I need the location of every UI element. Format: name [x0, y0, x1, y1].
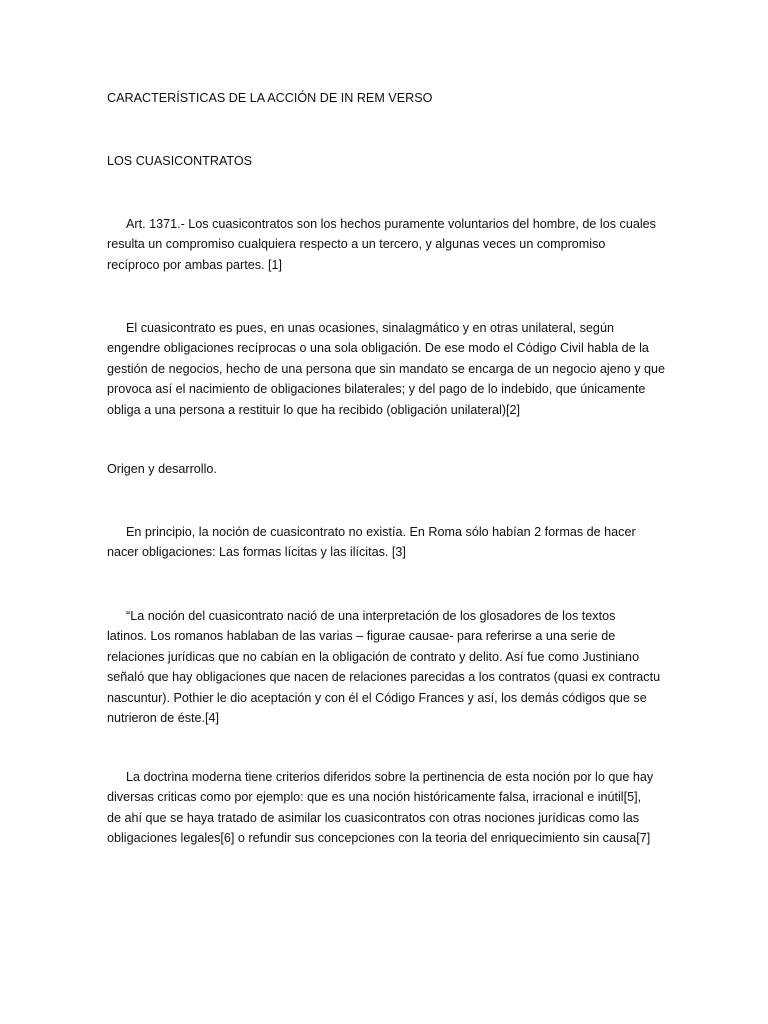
paragraph-line: latinos. Los romanos hablaban de las varias – figurae causae- para referirse a una serie de	[107, 629, 616, 644]
paragraph-line: nutrieron de éste.[4]	[107, 711, 220, 726]
paragraph-line: obligaciones legales[6] o refundir sus concepciones con la teoria del enriquecimiento sin causa[7]	[107, 831, 651, 846]
paragraph-line: Art. 1371.- Los cuasicontratos son los hechos puramente voluntarios del hombre, de los cuales	[126, 217, 656, 231]
paragraph-art-1371	[107, 214, 667, 275]
paragraph-line: obliga a una persona a restituir lo que ha recibido (obligación unilateral)[2]	[107, 402, 521, 417]
paragraph-line: La doctrina moderna tiene criterios diferidos sobre la pertinencia de esta noción por lo que hay	[126, 770, 654, 784]
paragraph-line: de ahí que se haya tratado de asimilar los cuasicontratos con otras nociones jurídicas como las	[107, 810, 640, 825]
paragraph-line: nascuntur). Pothier le dio aceptación y con él el Código Frances y así, los demás códigos que se	[107, 690, 647, 705]
paragraph-quote	[107, 606, 667, 728]
paragraph-line: recíproco por ambas partes. [1]	[107, 257, 282, 272]
paragraph-line: nacer obligaciones: Las formas lícitas y las ilícitas. [3]	[107, 545, 406, 560]
paragraph-line: gestión de negocios, hecho de una persona que sin mandato se encarga de un negocio ajeno y que	[107, 361, 666, 376]
paragraph-line: señaló que hay obligaciones que nacen de relaciones parecidas a los contratos (quasi ex contractu	[107, 670, 661, 685]
paragraph-origen	[107, 522, 667, 563]
paragraph-line: resulta un compromiso cualquiera respecto a un tercero, y algunas veces un compromiso	[107, 237, 606, 252]
paragraph-line: relaciones jurídicas que no cabían en la obligación de contrato y delito. Así fue como Justiniano	[107, 649, 640, 664]
paragraph-line: engendre obligaciones recíprocas o una sola obligación. De ese modo el Código Civil habla de la	[107, 341, 649, 356]
subheading-origen: Origen y desarrollo.	[107, 462, 217, 476]
paragraph-doctrina	[107, 767, 667, 849]
paragraph-line: En principio, la noción de cuasicontrato no existía. En Roma sólo habían 2 formas de hacer	[126, 525, 636, 539]
document-title: CARACTERÍSTICAS DE LA ACCIÓN DE IN REM VERSO	[107, 91, 433, 105]
section-heading: LOS CUASICONTRATOS	[107, 154, 253, 168]
paragraph-line: “La noción del cuasicontrato nació de una interpretación de los glosadores de los textos	[126, 609, 616, 623]
paragraph-cuasicontrato-definition	[107, 318, 667, 420]
paragraph-line: provoca así el nacimiento de obligaciones bilaterales; y del pago de lo indebido, que únicamente	[107, 382, 646, 397]
paragraph-line: diversas criticas como por ejemplo: que es una noción históricamente falsa, irracional e inútil[5],	[107, 790, 642, 805]
paragraph-line: El cuasicontrato es pues, en unas ocasiones, sinalagmático y en otras unilateral, según	[126, 321, 614, 335]
